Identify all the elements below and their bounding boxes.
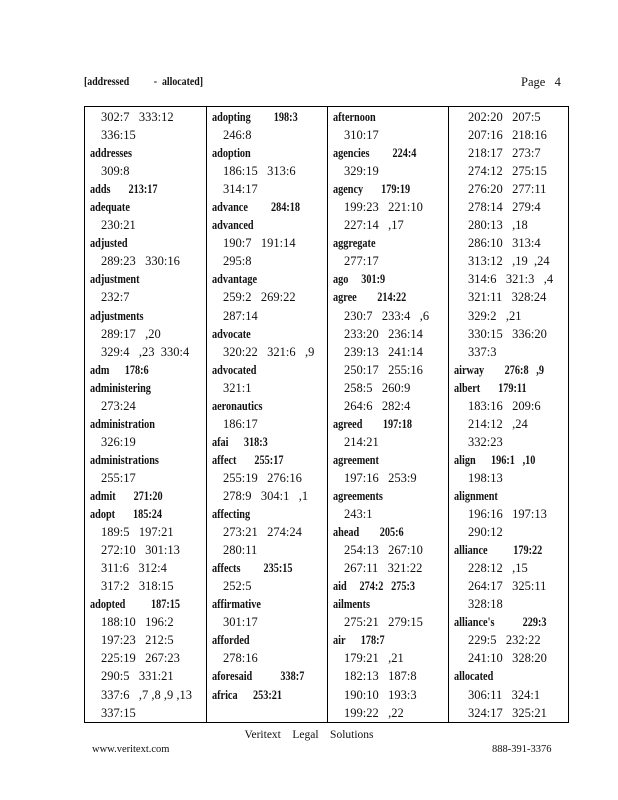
index-term [85, 379, 206, 397]
index-term-text: ailments [333, 597, 371, 612]
index-page-refs: 306:11 324:1 [468, 687, 541, 702]
index-term [328, 288, 448, 306]
index-page-refs: 252:5 [223, 579, 252, 594]
index-page-refs: 329:19 [344, 164, 379, 179]
index-term-text: agree 214:22 [333, 290, 407, 305]
index-page-refs: 230:7 233:4 ,6 [344, 308, 430, 323]
index-term [449, 541, 570, 559]
index-term-text: adopt 185:24 [90, 507, 163, 522]
index-page-refs: 278:9 304:1 ,1 [223, 488, 309, 503]
index-page-refs: 289:23 330:16 [101, 254, 180, 269]
index-term [85, 595, 206, 613]
index-page-refs: 258:5 260:9 [344, 380, 411, 395]
index-term-text: advance 284:18 [212, 200, 300, 215]
index-page-refs: 314:17 [223, 182, 258, 197]
index-page-refs: 218:17 273:7 [468, 146, 541, 161]
index-term [85, 505, 206, 523]
index-page-refs: 295:8 [223, 254, 252, 269]
index-term [207, 433, 327, 451]
index-term-text: afai 318:3 [212, 434, 268, 449]
index-term [207, 361, 327, 379]
index-term-text: allocated [454, 669, 494, 684]
index-page-refs: 207:16 218:16 [468, 128, 547, 143]
index-page-refs: 198:13 [468, 470, 503, 485]
index-page-refs: 186:17 [223, 416, 258, 431]
index-column-4 [448, 107, 570, 722]
index-page-refs: 254:13 267:10 [344, 543, 423, 558]
index-page-refs: 214:12 ,24 [468, 416, 528, 431]
index-term-text: aid 274:2 275:3 [333, 579, 415, 594]
index-term-text: africa 253:21 [212, 687, 283, 702]
index-term [328, 108, 448, 126]
index-page-refs: 278:14 279:4 [468, 200, 541, 215]
index-term-text: ago 301:9 [333, 272, 386, 287]
index-column-1 [85, 107, 206, 722]
index-term-text: affects 235:15 [212, 561, 293, 576]
index-page-refs: 241:10 328:20 [468, 651, 547, 666]
index-term-text: aeronautics [212, 398, 263, 413]
index-page-refs: 330:15 336:20 [468, 326, 547, 341]
index-term-text: affirmative [212, 597, 261, 612]
footer-website: www.veritext.com [92, 744, 170, 755]
index-term-text: alliance 179:22 [454, 543, 543, 558]
index-term-text: airway 276:8 ,9 [454, 362, 544, 377]
index-term [207, 198, 327, 216]
index-page-refs: 276:20 277:11 [468, 182, 547, 197]
index-page-refs: 227:14 ,17 [344, 218, 404, 233]
index-page-refs: 336:15 [101, 128, 136, 143]
index-page-refs: 186:15 313:6 [223, 164, 296, 179]
index-page-refs: 214:21 [344, 434, 379, 449]
index-term-text: aggregate [333, 236, 376, 251]
index-term [328, 451, 448, 469]
index-term-text: agreements [333, 488, 383, 503]
index-term-text: adjustments [90, 308, 144, 323]
index-page-refs: 320:22 321:6 ,9 [223, 344, 315, 359]
index-page-refs: 197:23 212:5 [101, 633, 174, 648]
index-page-refs: 275:21 279:15 [344, 615, 423, 630]
index-page-refs: 301:17 [223, 615, 258, 630]
index-page-refs: 329:2 ,21 [468, 308, 522, 323]
index-term-text: adequate [90, 200, 130, 215]
index-term-text: adjusted [90, 236, 128, 251]
index-page-refs: 232:7 [101, 290, 130, 305]
index-term [328, 631, 448, 649]
index-page-refs: 326:19 [101, 434, 136, 449]
index-page-refs: 277:17 [344, 254, 379, 269]
index-term-text: administrations [90, 452, 159, 467]
index-term-text: agreed 197:18 [333, 416, 412, 431]
index-page-refs: 337:6 ,7 ,8 ,9 ,13 [101, 687, 192, 702]
index-page-refs: 183:16 209:6 [468, 398, 541, 413]
index-page-refs: 197:16 253:9 [344, 470, 417, 485]
index-page-refs: 273:24 [101, 398, 136, 413]
index-term [449, 667, 570, 685]
index-term [85, 451, 206, 469]
index-page-refs: 264:17 325:11 [468, 579, 547, 594]
index-page-refs: 314:6 321:3 ,4 [468, 272, 554, 287]
index-page-refs: 313:12 ,19 ,24 [468, 254, 550, 269]
index-term-text: albert 179:11 [454, 380, 527, 395]
index-term [85, 361, 206, 379]
index-term [207, 108, 327, 126]
index-page-refs: 302:7 333:12 [101, 110, 174, 124]
index-column-3 [327, 107, 448, 722]
index-page-refs: 321:11 328:24 [468, 290, 547, 305]
index-term-text: adds 213:17 [90, 182, 158, 197]
index-page-refs: 272:10 301:13 [101, 543, 180, 558]
index-page-refs: 311:6 312:4 [101, 561, 167, 576]
index-term [207, 216, 327, 234]
index-term-text: ahead 205:6 [333, 525, 404, 540]
index-page-refs: 243:1 [344, 507, 373, 522]
index-term-text: affect 255:17 [212, 452, 284, 467]
index-page-refs: 274:12 275:15 [468, 164, 547, 179]
index-term [85, 234, 206, 252]
index-term-text: adoption [212, 146, 251, 161]
index-term-text: administration [90, 416, 155, 431]
index-page-refs: 289:17 ,20 [101, 326, 161, 341]
index-page-refs: 190:7 191:14 [223, 236, 296, 251]
index-term [85, 307, 206, 325]
index-page-refs: 188:10 196:2 [101, 615, 174, 630]
index-term-text: alliance's 229:3 [454, 615, 547, 630]
index-term [85, 144, 206, 162]
index-page-refs: 337:3 [468, 344, 497, 359]
index-term [328, 180, 448, 198]
index-term-text: afternoon [333, 110, 376, 124]
index-page-refs: 190:10 193:3 [344, 687, 417, 702]
index-page-refs: 273:21 274:24 [223, 525, 302, 540]
index-page-refs: 337:15 [101, 705, 136, 720]
index-page-refs: 233:20 236:14 [344, 326, 423, 341]
index-term-text: administering [90, 380, 151, 395]
index-term-text: afforded [212, 633, 250, 648]
index-term-text: advantage [212, 272, 257, 287]
index-term [85, 270, 206, 288]
index-term-text: advocate [212, 326, 251, 341]
index-page-refs: 225:19 267:23 [101, 651, 180, 666]
index-page-refs: 329:4 ,23 330:4 [101, 344, 190, 359]
index-page-refs: 239:13 241:14 [344, 344, 423, 359]
index-term [328, 487, 448, 505]
index-page-refs: 196:16 197:13 [468, 507, 547, 522]
index-term [207, 325, 327, 343]
footer-company: Veritext Legal Solutions [244, 729, 374, 741]
index-page-refs: 179:21 ,21 [344, 651, 404, 666]
index-page-refs: 255:19 276:16 [223, 470, 302, 485]
index-table [84, 106, 569, 723]
index-page-refs: 202:20 207:5 [468, 110, 541, 124]
index-page-refs: 290:5 331:21 [101, 669, 174, 684]
index-term [449, 379, 570, 397]
index-page-refs: 286:10 313:4 [468, 236, 541, 251]
index-page-refs: 250:17 255:16 [344, 362, 423, 377]
index-page-refs: 287:14 [223, 308, 258, 323]
index-term-text: alignment [454, 488, 498, 503]
index-term [207, 505, 327, 523]
index-term [207, 451, 327, 469]
index-page-refs: 264:6 282:4 [344, 398, 411, 413]
index-page-refs: 309:8 [101, 164, 130, 179]
index-page-refs: 189:5 197:21 [101, 525, 174, 540]
index-page-refs: 328:18 [468, 597, 503, 612]
index-term [328, 234, 448, 252]
index-term [328, 523, 448, 541]
index-page-refs: 230:21 [101, 218, 136, 233]
index-term [449, 451, 570, 469]
index-page-refs: 267:11 321:22 [344, 561, 423, 576]
index-page-refs: 310:17 [344, 128, 379, 143]
index-page-refs: 229:5 232:22 [468, 633, 541, 648]
index-term-text: adjustment [90, 272, 140, 287]
index-term [85, 415, 206, 433]
index-term-text: admit 271:20 [90, 488, 163, 503]
index-term-text: advocated [212, 362, 257, 377]
index-page-refs: 199:22 ,22 [344, 705, 404, 720]
index-term [207, 631, 327, 649]
index-term [207, 397, 327, 415]
index-page-refs: 246:8 [223, 128, 252, 143]
footer-phone: 888-391-3376 [492, 744, 552, 755]
index-term [85, 180, 206, 198]
index-page-refs: 280:13 ,18 [468, 218, 528, 233]
index-term-text: addresses [90, 146, 132, 161]
index-term-text: aforesaid 338:7 [212, 669, 305, 684]
index-term-text: affecting [212, 507, 251, 522]
index-page-refs: 317:2 318:15 [101, 579, 174, 594]
index-term-text: agency 179:19 [333, 182, 411, 197]
page-number: Page 4 [521, 75, 561, 89]
index-page-refs: 290:12 [468, 525, 503, 540]
index-page-refs: 259:2 269:22 [223, 290, 296, 305]
index-page-refs: 280:11 [223, 543, 258, 558]
index-term-text: align 196:1 ,10 [454, 452, 536, 467]
index-term [85, 198, 206, 216]
index-term [207, 270, 327, 288]
index-term [85, 487, 206, 505]
index-term [207, 559, 327, 577]
index-term-text: advanced [212, 218, 254, 233]
index-term [207, 144, 327, 162]
index-term [328, 270, 448, 288]
index-term [328, 595, 448, 613]
index-term-text: adm 178:6 [90, 362, 149, 377]
index-term [449, 487, 570, 505]
index-term-text: air 178:7 [333, 633, 385, 648]
index-page-refs: 332:23 [468, 434, 503, 449]
index-term [328, 415, 448, 433]
index-term-text: agencies 224:4 [333, 146, 417, 161]
index-term-text: adopting 198:3 [212, 110, 298, 124]
index-term [328, 144, 448, 162]
index-term [207, 686, 327, 704]
index-term [207, 667, 327, 685]
index-term-text: agreement [333, 452, 379, 467]
index-page-refs: 255:17 [101, 470, 136, 485]
index-term [328, 577, 448, 595]
page-header-range: [addressed - allocated] [84, 74, 203, 88]
index-term [449, 361, 570, 379]
index-page-refs: 228:12 ,15 [468, 561, 528, 576]
index-page-refs: 199:23 221:10 [344, 200, 423, 215]
index-term-text: adopted 187:15 [90, 597, 180, 612]
index-page-refs: 182:13 187:8 [344, 669, 417, 684]
index-term [449, 613, 570, 631]
index-term [207, 595, 327, 613]
index-page-refs: 278:16 [223, 651, 258, 666]
index-column-2 [206, 107, 327, 722]
index-page-refs: 324:17 325:21 [468, 705, 547, 720]
index-page-refs: 321:1 [223, 380, 252, 395]
